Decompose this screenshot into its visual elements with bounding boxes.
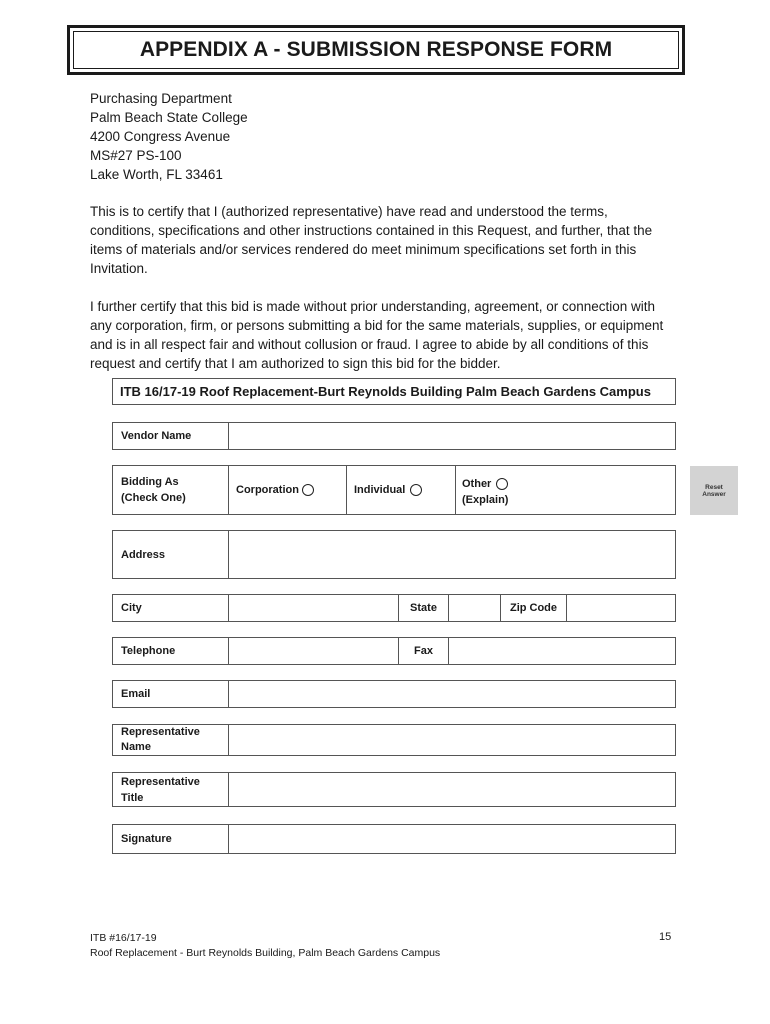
- representative-title-input[interactable]: [229, 773, 675, 806]
- address-line: Lake Worth, FL 33461: [90, 167, 223, 182]
- page-number: 15: [659, 931, 672, 943]
- reset-answer-button[interactable]: Reset Answer: [690, 466, 738, 515]
- address-line: 4200 Congress Avenue: [90, 129, 231, 144]
- bidding-as-label-line: Bidding As: [121, 476, 179, 488]
- vendor-name-input[interactable]: [229, 423, 675, 449]
- representative-name-label: [113, 725, 229, 755]
- bidding-as-label-line: (Check One): [121, 492, 186, 504]
- itb-title: ITB 16/17-19 Roof Replacement-Burt Reynolds Building Palm Beach Gardens Campus: [112, 378, 676, 405]
- individual-label: Individual: [354, 484, 406, 496]
- signature-label: Signature: [113, 825, 229, 853]
- representative-title-row: [112, 772, 676, 807]
- footer-itb-number: ITB #16/17-19: [90, 932, 157, 944]
- address-block: [90, 89, 248, 184]
- zip-code-label: Zip Code: [501, 595, 567, 621]
- address-line: MS#27 PS-100: [90, 148, 182, 163]
- paragraph-line: I further certify that this bid is made without prior understanding, agreement, or connection with: [90, 299, 656, 314]
- telephone-label: Telephone: [113, 638, 229, 664]
- fax-label: Fax: [399, 638, 449, 664]
- footer-project-name: Roof Replacement - Burt Reynolds Building, Palm Beach Gardens Campus: [90, 947, 441, 959]
- vendor-name-label: Vendor Name: [113, 423, 229, 449]
- bidding-as-label: [113, 466, 229, 514]
- paragraph-line: This is to certify that I (authorized representative) have read and understood the terms,: [90, 204, 608, 219]
- individual-radio[interactable]: [410, 484, 422, 496]
- state-label: State: [399, 595, 449, 621]
- city-state-zip-row: [112, 594, 676, 622]
- page-title: APPENDIX A - SUBMISSION RESPONSE FORM: [67, 25, 685, 75]
- city-input[interactable]: [229, 595, 399, 621]
- address-label: Address: [113, 531, 229, 578]
- label-line: Name: [121, 741, 151, 753]
- other-explain-label: (Explain): [462, 493, 509, 506]
- email-input[interactable]: [229, 681, 675, 707]
- address-input[interactable]: [229, 531, 675, 578]
- address-line: Palm Beach State College: [90, 110, 248, 125]
- fax-input[interactable]: [449, 638, 675, 664]
- corporation-radio[interactable]: [302, 484, 314, 496]
- corporation-label: Corporation: [236, 484, 299, 496]
- email-row: [112, 680, 676, 708]
- paragraph-line: and is in all respect fair and without collusion or fraud. I agree to abide by all conditions of this: [90, 337, 649, 352]
- footer: [90, 931, 440, 961]
- further-certification-paragraph: [90, 297, 690, 373]
- paragraph-line: Invitation.: [90, 261, 148, 276]
- bidding-as-row: [112, 465, 676, 515]
- paragraph-line: any corporation, firm, or persons submitting a bid for the same materials, supplies, or equipment: [90, 318, 664, 333]
- individual-option[interactable]: [347, 466, 456, 514]
- other-radio[interactable]: [496, 478, 508, 490]
- certification-paragraph: [90, 202, 690, 278]
- representative-title-label: [113, 773, 229, 806]
- address-line: Purchasing Department: [90, 91, 232, 106]
- representative-name-row: [112, 724, 676, 756]
- label-line: Representative: [121, 775, 200, 788]
- telephone-input[interactable]: [229, 638, 399, 664]
- paragraph-line: request and certify that I am authorized to sign this bid for the bidder.: [90, 356, 501, 371]
- vendor-name-row: [112, 422, 676, 450]
- email-label: Email: [113, 681, 229, 707]
- telephone-fax-row: [112, 637, 676, 665]
- signature-input[interactable]: [229, 825, 675, 853]
- address-row: [112, 530, 676, 579]
- paragraph-line: conditions, specifications and other instructions contained in this Request, and further, that the: [90, 223, 653, 238]
- corporation-option[interactable]: [229, 466, 347, 514]
- other-option[interactable]: [456, 466, 675, 514]
- zip-code-input[interactable]: [567, 595, 675, 621]
- representative-name-input[interactable]: [229, 725, 675, 755]
- paragraph-line: items of materials and/or services rendered do meet minimum specifications set forth in this: [90, 242, 637, 257]
- signature-row: [112, 824, 676, 854]
- label-line: Title: [121, 791, 144, 804]
- other-label: Other: [462, 477, 492, 490]
- city-label: City: [113, 595, 229, 621]
- state-input[interactable]: [449, 595, 501, 621]
- label-line: Representative: [121, 726, 200, 738]
